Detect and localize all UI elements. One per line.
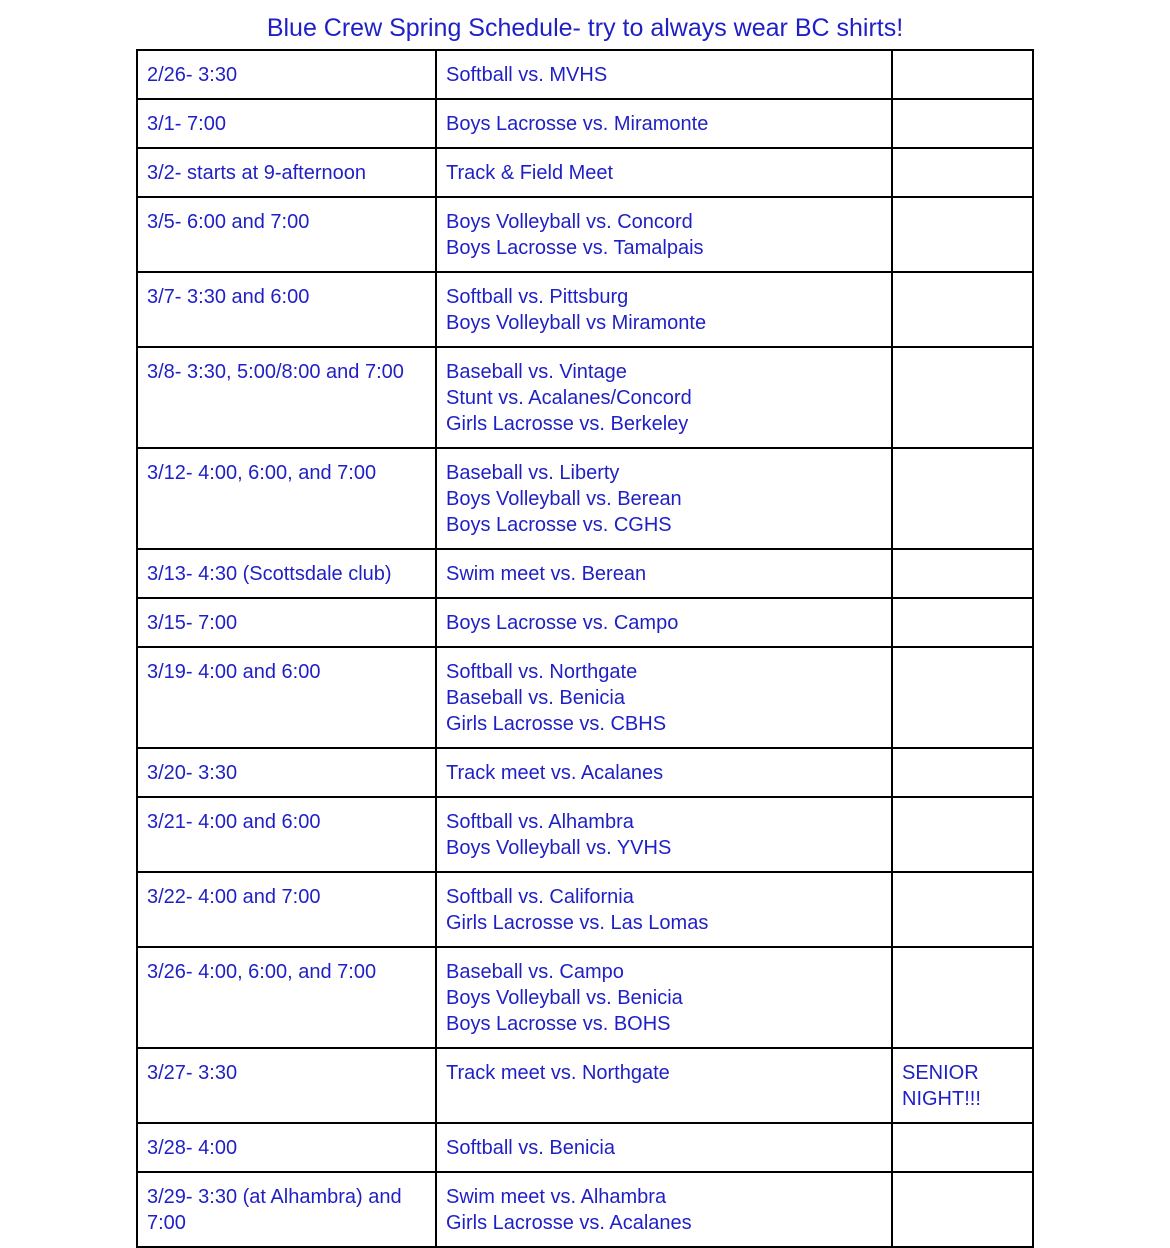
date-time-cell [137,99,436,148]
date-time-text: 3/2- starts at 9-afternoon [147,162,367,184]
event-line: Boys Volleyball vs. YVHS [446,837,672,859]
events-cell [436,797,892,872]
event-line: Boys Lacrosse vs. Campo [446,612,679,634]
event-line: Stunt vs. Acalanes/Concord [446,387,692,409]
date-time-cell [137,947,436,1048]
note-cell [892,272,1033,347]
date-time-text: 3/5- 6:00 and 7:00 [147,211,310,233]
event-line: Boys Lacrosse vs. BOHS [446,1013,671,1035]
date-time-text: 3/1- 7:00 [147,113,226,135]
date-time-cell [137,1123,436,1172]
event-line: Boys Lacrosse vs. Tamalpais [446,237,704,259]
events-cell [436,272,892,347]
table-row [137,647,1033,748]
event-line: Softball vs. MVHS [446,64,608,86]
date-time-cell [137,598,436,647]
event-line: Track meet vs. Northgate [446,1062,670,1084]
date-time-text: 3/12- 4:00, 6:00, and 7:00 [147,462,377,484]
date-time-text: 3/28- 4:00 [147,1137,238,1159]
note-cell [892,99,1033,148]
date-time-text: 3/29- 3:30 (at Alhambra) and 7:00 [147,1186,402,1234]
note-cell [892,1123,1033,1172]
note-cell [892,448,1033,549]
events-cell [436,99,892,148]
date-time-cell [137,272,436,347]
note-cell [892,197,1033,272]
note-cell [892,947,1033,1048]
table-row [137,1123,1033,1172]
date-time-text: 3/26- 4:00, 6:00, and 7:00 [147,961,377,983]
events-cell [436,448,892,549]
events-cell [436,549,892,598]
date-time-cell [137,872,436,947]
event-line: Boys Volleyball vs. Berean [446,488,682,510]
events-cell [436,647,892,748]
schedule-table [136,49,1034,1248]
date-time-text: 3/8- 3:30, 5:00/8:00 and 7:00 [147,361,404,383]
date-time-text: 3/15- 7:00 [147,612,238,634]
note-cell [892,1172,1033,1247]
date-time-cell [137,1172,436,1247]
event-line: Swim meet vs. Alhambra [446,1186,667,1208]
table-row [137,1172,1033,1247]
date-time-cell [137,197,436,272]
table-row [137,947,1033,1048]
event-line: Baseball vs. Vintage [446,361,627,383]
date-time-text: 3/20- 3:30 [147,762,238,784]
note-cell [892,647,1033,748]
date-time-cell [137,347,436,448]
event-line: Softball vs. Benicia [446,1137,615,1159]
events-cell [436,598,892,647]
note-cell [892,148,1033,197]
events-cell [436,748,892,797]
date-time-cell [137,448,436,549]
event-line: Softball vs. Northgate [446,661,638,683]
event-line: Softball vs. California [446,886,634,908]
event-line: Boys Volleyball vs. Concord [446,211,693,233]
date-time-text: 2/26- 3:30 [147,64,238,86]
note-cell [892,50,1033,99]
note-cell [892,549,1033,598]
event-line: Boys Volleyball vs. Benicia [446,987,683,1009]
date-time-text: 3/27- 3:30 [147,1062,238,1084]
date-time-cell [137,1048,436,1123]
event-line: Boys Lacrosse vs. Miramonte [446,113,709,135]
events-cell [436,197,892,272]
events-cell [436,947,892,1048]
table-row [137,272,1033,347]
events-cell [436,1048,892,1123]
note-cell [892,748,1033,797]
table-row [137,549,1033,598]
date-time-cell [137,148,436,197]
event-line: Track & Field Meet [446,162,614,184]
table-row [137,1048,1033,1123]
note-cell [892,598,1033,647]
event-line: Baseball vs. Campo [446,961,624,983]
note-cell [892,797,1033,872]
events-cell [436,1123,892,1172]
event-line: Boys Lacrosse vs. CGHS [446,514,672,536]
table-row [137,50,1033,99]
note-cell [892,872,1033,947]
table-row [137,347,1033,448]
date-time-text: 3/21- 4:00 and 6:00 [147,811,321,833]
events-cell [436,50,892,99]
table-row [137,748,1033,797]
event-line: Swim meet vs. Berean [446,563,647,585]
note-cell [892,1048,1033,1123]
event-line: Softball vs. Pittsburg [446,286,629,308]
table-row [137,197,1033,272]
event-line: Boys Volleyball vs Miramonte [446,312,707,334]
events-cell [436,347,892,448]
event-line: Softball vs. Alhambra [446,811,634,833]
date-time-cell [137,50,436,99]
event-line: Baseball vs. Benicia [446,687,625,709]
table-row [137,148,1033,197]
event-line: Track meet vs. Acalanes [446,762,664,784]
event-line: Girls Lacrosse vs. Berkeley [446,413,689,435]
table-row [137,99,1033,148]
events-cell [436,148,892,197]
date-time-text: 3/13- 4:30 (Scottsdale club) [147,563,392,585]
event-line: Girls Lacrosse vs. CBHS [446,713,667,735]
page-title: Blue Crew Spring Schedule- try to always wear BC shirts! [266,14,904,42]
event-line: Girls Lacrosse vs. Las Lomas [446,912,709,934]
event-line: Baseball vs. Liberty [446,462,620,484]
date-time-cell [137,549,436,598]
date-time-text: 3/19- 4:00 and 6:00 [147,661,321,683]
note-text: SENIOR NIGHT!!! [902,1062,981,1110]
table-row [137,448,1033,549]
table-row [137,598,1033,647]
schedule-body [137,50,1033,1247]
date-time-text: 3/7- 3:30 and 6:00 [147,286,310,308]
table-row [137,872,1033,947]
events-cell [436,1172,892,1247]
events-cell [436,872,892,947]
note-cell [892,347,1033,448]
date-time-text: 3/22- 4:00 and 7:00 [147,886,321,908]
date-time-cell [137,647,436,748]
date-time-cell [137,797,436,872]
event-line: Girls Lacrosse vs. Acalanes [446,1212,692,1234]
table-row [137,797,1033,872]
date-time-cell [137,748,436,797]
